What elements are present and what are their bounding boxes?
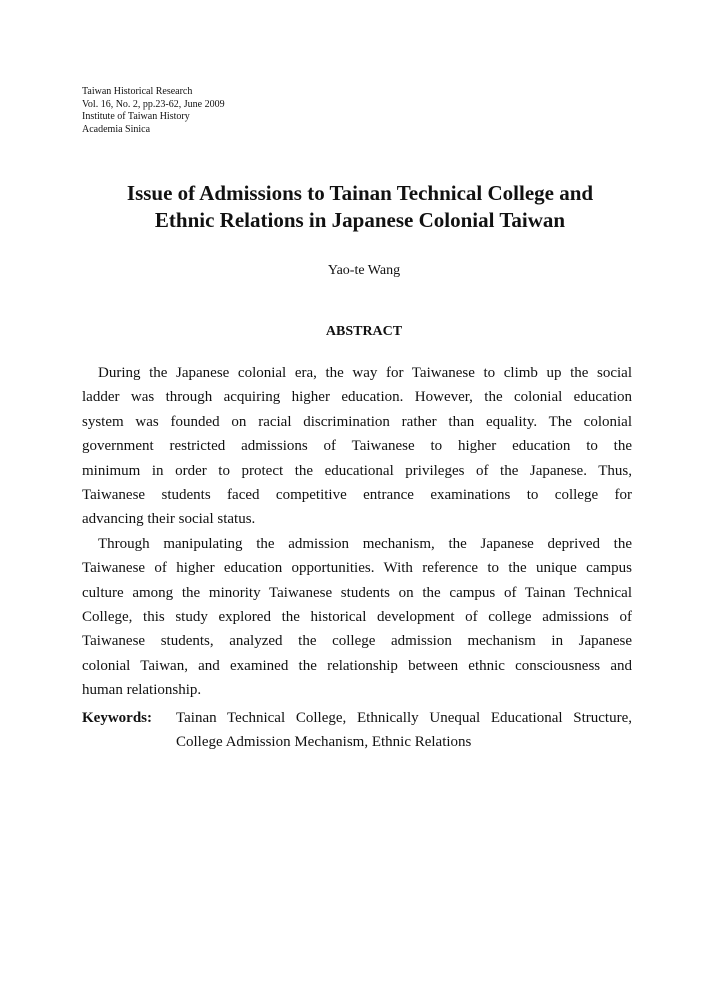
author: Yao-te Wang xyxy=(327,263,401,278)
journal-header xyxy=(82,86,225,136)
journal-academy: Academia Sinica xyxy=(82,123,151,135)
keywords-line: College Admission Mechanism, Ethnic Relations xyxy=(176,734,472,751)
abstract-body xyxy=(82,361,632,702)
keywords-line: Tainan Technical College, Ethnically Unequal Educational Structure, xyxy=(176,710,632,726)
abstract-line: government restricted admissions of Taiwanese to higher education to the xyxy=(82,438,632,455)
title-line: Ethnic Relations in Japanese Colonial Taiwan xyxy=(154,208,566,232)
abstract-line: minimum in order to protect the educational privileges of the Japanese. Thus, xyxy=(82,462,632,479)
paper-title xyxy=(60,180,660,234)
abstract-line: Taiwanese students faced competitive entrance examinations to college for xyxy=(82,486,632,503)
abstract-line: College, this study explored the historical development of college admissions of xyxy=(82,608,632,625)
abstract-line: Through manipulating the admission mechanism, the Japanese deprived the xyxy=(98,535,632,552)
journal-volume: Vol. 16, No. 2, pp.23-62, June 2009 xyxy=(82,98,225,110)
abstract-line: advancing their social status. xyxy=(82,511,256,528)
abstract-line: human relationship. xyxy=(82,682,202,699)
abstract-line: ladder was through acquiring higher education. However, the colonial education xyxy=(82,389,632,406)
journal-institute: Institute of Taiwan History xyxy=(82,111,190,122)
abstract-heading: ABSTRACT xyxy=(325,324,403,339)
abstract-line: Taiwanese students, analyzed the college admission mechanism in Japanese xyxy=(82,633,632,650)
abstract-line: colonial Taiwan, and examined the relationship between ethnic consciousness and xyxy=(82,657,632,674)
keywords-label: Keywords: xyxy=(82,710,152,726)
abstract-line: culture among the minority Taiwanese students on the campus of Tainan Technical xyxy=(82,584,632,601)
abstract-line: system was founded on racial discrimination rather than equality. The colonial xyxy=(82,413,632,430)
keywords xyxy=(82,706,632,755)
title-line: Issue of Admissions to Tainan Technical College and xyxy=(126,181,594,205)
journal-name: Taiwan Historical Research xyxy=(82,86,193,97)
abstract-line: Taiwanese of higher education opportunities. With reference to the unique campus xyxy=(82,560,632,577)
abstract-line: During the Japanese colonial era, the way for Taiwanese to climb up the social xyxy=(98,365,632,381)
